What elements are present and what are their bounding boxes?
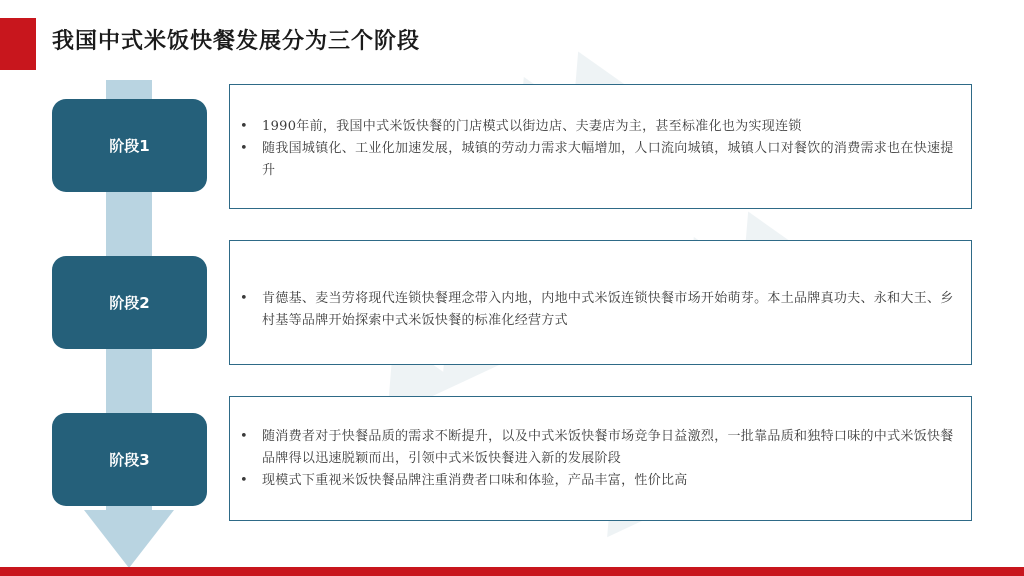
stage-3-label: 阶段3 (52, 413, 207, 506)
stage-3-description (229, 396, 972, 521)
bullet-item: • 肯德基、麦当劳将现代连锁快餐理念带入内地，内地中式米饭连锁快餐市场开始萌芽。本土品牌真功夫、永和大王、乡村基等品牌开始探索中式米饭快餐的标准化经营方式 (236, 288, 957, 332)
bullet-item: • 1990年前，我国中式米饭快餐的门店模式以街边店、夫妻店为主，甚至标准化也为实现连锁 (236, 116, 957, 138)
title-accent-bar (0, 18, 36, 70)
slide-title: 我国中式米饭快餐发展分为三个阶段 (52, 28, 421, 54)
bullet-item: • 随我国城镇化、工业化加速发展，城镇的劳动力需求大幅增加，人口流向城镇，城镇人口对餐饮的消费需求也在快速提升 (236, 138, 957, 182)
stage-2-label: 阶段2 (52, 256, 207, 349)
bullet-item: • 现模式下重视米饭快餐品牌注重消费者口味和体验，产品丰富，性价比高 (236, 470, 957, 492)
bullet-item: • 随消费者对于快餐品质的需求不断提升，以及中式米饭快餐市场竞争日益激烈，一批靠品质和独特口味的中式米饭快餐品牌得以迅速脱颖而出，引领中式米饭快餐进入新的发展阶段 (236, 426, 957, 470)
footer-accent-bar (0, 567, 1024, 576)
stage-1-label: 阶段1 (52, 99, 207, 192)
stage-1-description (229, 84, 972, 209)
stage-2-description (229, 240, 972, 365)
